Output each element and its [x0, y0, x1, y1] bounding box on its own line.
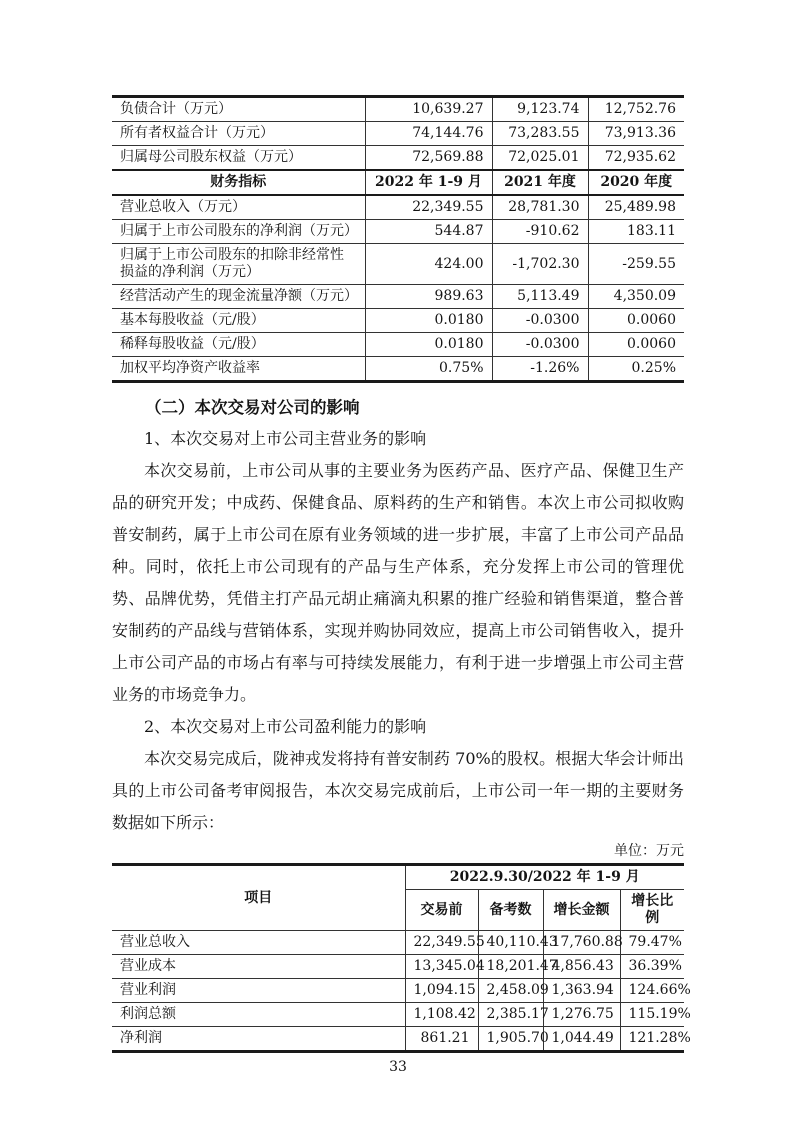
- value-cell: 0.0180: [365, 333, 492, 357]
- value-cell: 22,349.55: [405, 931, 478, 955]
- table-row: [112, 955, 684, 979]
- table-row: [112, 97, 684, 122]
- table-row: [112, 220, 684, 244]
- column-header: 财务指标: [112, 170, 365, 195]
- value-cell: 0.0060: [588, 309, 684, 333]
- indicator-label: 负债合计（万元）: [112, 97, 365, 122]
- value-cell: 74,144.76: [365, 122, 492, 146]
- value-cell: 13,345.04: [405, 955, 478, 979]
- value-cell: 183.11: [588, 220, 684, 244]
- column-header: 交易前: [405, 890, 478, 931]
- value-cell: 1,905.70: [478, 1027, 543, 1052]
- indicator-label: 营业总收入（万元）: [112, 195, 365, 220]
- value-cell: 544.87: [365, 220, 492, 244]
- value-cell: 17,760.88: [543, 931, 620, 955]
- table-header-row: [112, 170, 684, 195]
- item-label: 营业总收入: [112, 931, 405, 955]
- value-cell: 72,569.88: [365, 146, 492, 171]
- indicator-label: 所有者权益合计（万元）: [112, 122, 365, 146]
- value-cell: 1,108.42: [405, 1003, 478, 1027]
- value-cell: 36.39%: [620, 955, 684, 979]
- value-cell: 18,201.47: [478, 955, 543, 979]
- column-header: 2022 年 1-9 月: [365, 170, 492, 195]
- table-row: [112, 285, 684, 309]
- item-label: 营业成本: [112, 955, 405, 979]
- table-row: [112, 122, 684, 146]
- indicator-label: 归属于上市公司股东的净利润（万元）: [112, 220, 365, 244]
- value-cell: -0.0300: [492, 333, 588, 357]
- item-label: 净利润: [112, 1027, 405, 1052]
- column-header-period: 2022.9.30/2022 年 1-9 月: [405, 865, 684, 890]
- value-cell: 861.21: [405, 1027, 478, 1052]
- proforma-comparison-table: [112, 863, 691, 1053]
- table-row: [112, 195, 684, 220]
- value-cell: 124.66%: [620, 979, 684, 1003]
- value-cell: 72,025.01: [492, 146, 588, 171]
- table-row: [112, 1027, 684, 1052]
- table-row: [112, 244, 684, 285]
- value-cell: 989.63: [365, 285, 492, 309]
- indicator-label: 加权平均净资产收益率: [112, 357, 365, 382]
- unit-label: 单位：万元: [614, 843, 684, 859]
- paragraph-2: 本次交易完成后，陇神戎发将持有普安制药 70%的股权。根据大华会计师出具的上市公司备考审阅报告，本次交易完成前后，上市公司一年一期的主要财务数据如下所示：: [112, 749, 684, 832]
- column-header: 备考数: [478, 890, 543, 931]
- column-header-item: 项目: [112, 865, 405, 931]
- value-cell: 1,044.49: [543, 1027, 620, 1052]
- indicator-label: 稀释每股收益（元/股）: [112, 333, 365, 357]
- value-cell: 424.00: [365, 244, 492, 285]
- value-cell: 1,276.75: [543, 1003, 620, 1027]
- page-number: 33: [389, 1059, 407, 1075]
- subsection-title-2: 2、本次交易对上市公司盈利能力的影响: [144, 717, 427, 736]
- value-cell: 12,752.76: [588, 97, 684, 122]
- value-cell: 28,781.30: [492, 195, 588, 220]
- indicator-label: 经营活动产生的现金流量净额（万元）: [112, 285, 365, 309]
- value-cell: -1,702.30: [492, 244, 588, 285]
- table-row: [112, 357, 684, 382]
- financial-indicators-table: [112, 95, 684, 383]
- table-row: [112, 146, 684, 171]
- value-cell: 10,639.27: [365, 97, 492, 122]
- table-row: [112, 309, 684, 333]
- value-cell: 2,458.09: [478, 979, 543, 1003]
- value-cell: -0.0300: [492, 309, 588, 333]
- value-cell: 4,350.09: [588, 285, 684, 309]
- value-cell: 25,489.98: [588, 195, 684, 220]
- indicator-label: 归属于上市公司股东的扣除非经常性损益的净利润（万元）: [112, 244, 365, 285]
- value-cell: 0.0180: [365, 309, 492, 333]
- table-header-row: [112, 865, 684, 890]
- value-cell: 0.0060: [588, 333, 684, 357]
- value-cell: 121.28%: [620, 1027, 684, 1052]
- value-cell: 72,935.62: [588, 146, 684, 171]
- table-row: [112, 979, 684, 1003]
- column-header: 2020 年度: [588, 170, 684, 195]
- table-row: [112, 1003, 684, 1027]
- section-heading: （二）本次交易对公司的影响: [145, 398, 360, 417]
- table-row: [112, 333, 684, 357]
- value-cell: -1.26%: [492, 357, 588, 382]
- value-cell: 1,094.15: [405, 979, 478, 1003]
- value-cell: 40,110.43: [478, 931, 543, 955]
- value-cell: 1,363.94: [543, 979, 620, 1003]
- value-cell: 115.19%: [620, 1003, 684, 1027]
- column-header: 2021 年度: [492, 170, 588, 195]
- paragraph-1: 本次交易前，上市公司从事的主要业务为医药产品、医疗产品、保健卫生产品的研究开发；中成药、保健食品、原料药的生产和销售。本次上市公司拟收购普安制药，属于上市公司在原有业务领域的进一步扩展，丰富了上市公司产品品种。同时，依托上市公司现有的产品与生产体系，充分发挥上市公司的管理优势、品牌优势，凭借主打产品元胡止痛滴丸积累的推广经验和销售渠道，整合普安制药的产品线与营销体系，实现并购协同效应，提高上市公司销售收入，提升上市公司产品的市场占有率与可持续发展能力，有利于进一步增强上市公司主营业务的市场竞争力。: [112, 461, 684, 704]
- item-label: 营业利润: [112, 979, 405, 1003]
- page-content: [112, 0, 691, 1075]
- value-cell: 5,113.49: [492, 285, 588, 309]
- item-label: 利润总额: [112, 1003, 405, 1027]
- value-cell: 73,283.55: [492, 122, 588, 146]
- column-header: 增长比例: [620, 890, 684, 931]
- table-row: [112, 931, 684, 955]
- subsection-title-1: 1、本次交易对上市公司主营业务的影响: [144, 429, 427, 448]
- value-cell: -259.55: [588, 244, 684, 285]
- value-cell: 4,856.43: [543, 955, 620, 979]
- value-cell: 0.75%: [365, 357, 492, 382]
- indicator-label: 归属母公司股东权益（万元）: [112, 146, 365, 171]
- indicator-label: 基本每股收益（元/股）: [112, 309, 365, 333]
- value-cell: 73,913.36: [588, 122, 684, 146]
- value-cell: 22,349.55: [365, 195, 492, 220]
- column-header: 增长金额: [543, 890, 620, 931]
- value-cell: 79.47%: [620, 931, 684, 955]
- value-cell: -910.62: [492, 220, 588, 244]
- value-cell: 2,385.17: [478, 1003, 543, 1027]
- value-cell: 0.25%: [588, 357, 684, 382]
- value-cell: 9,123.74: [492, 97, 588, 122]
